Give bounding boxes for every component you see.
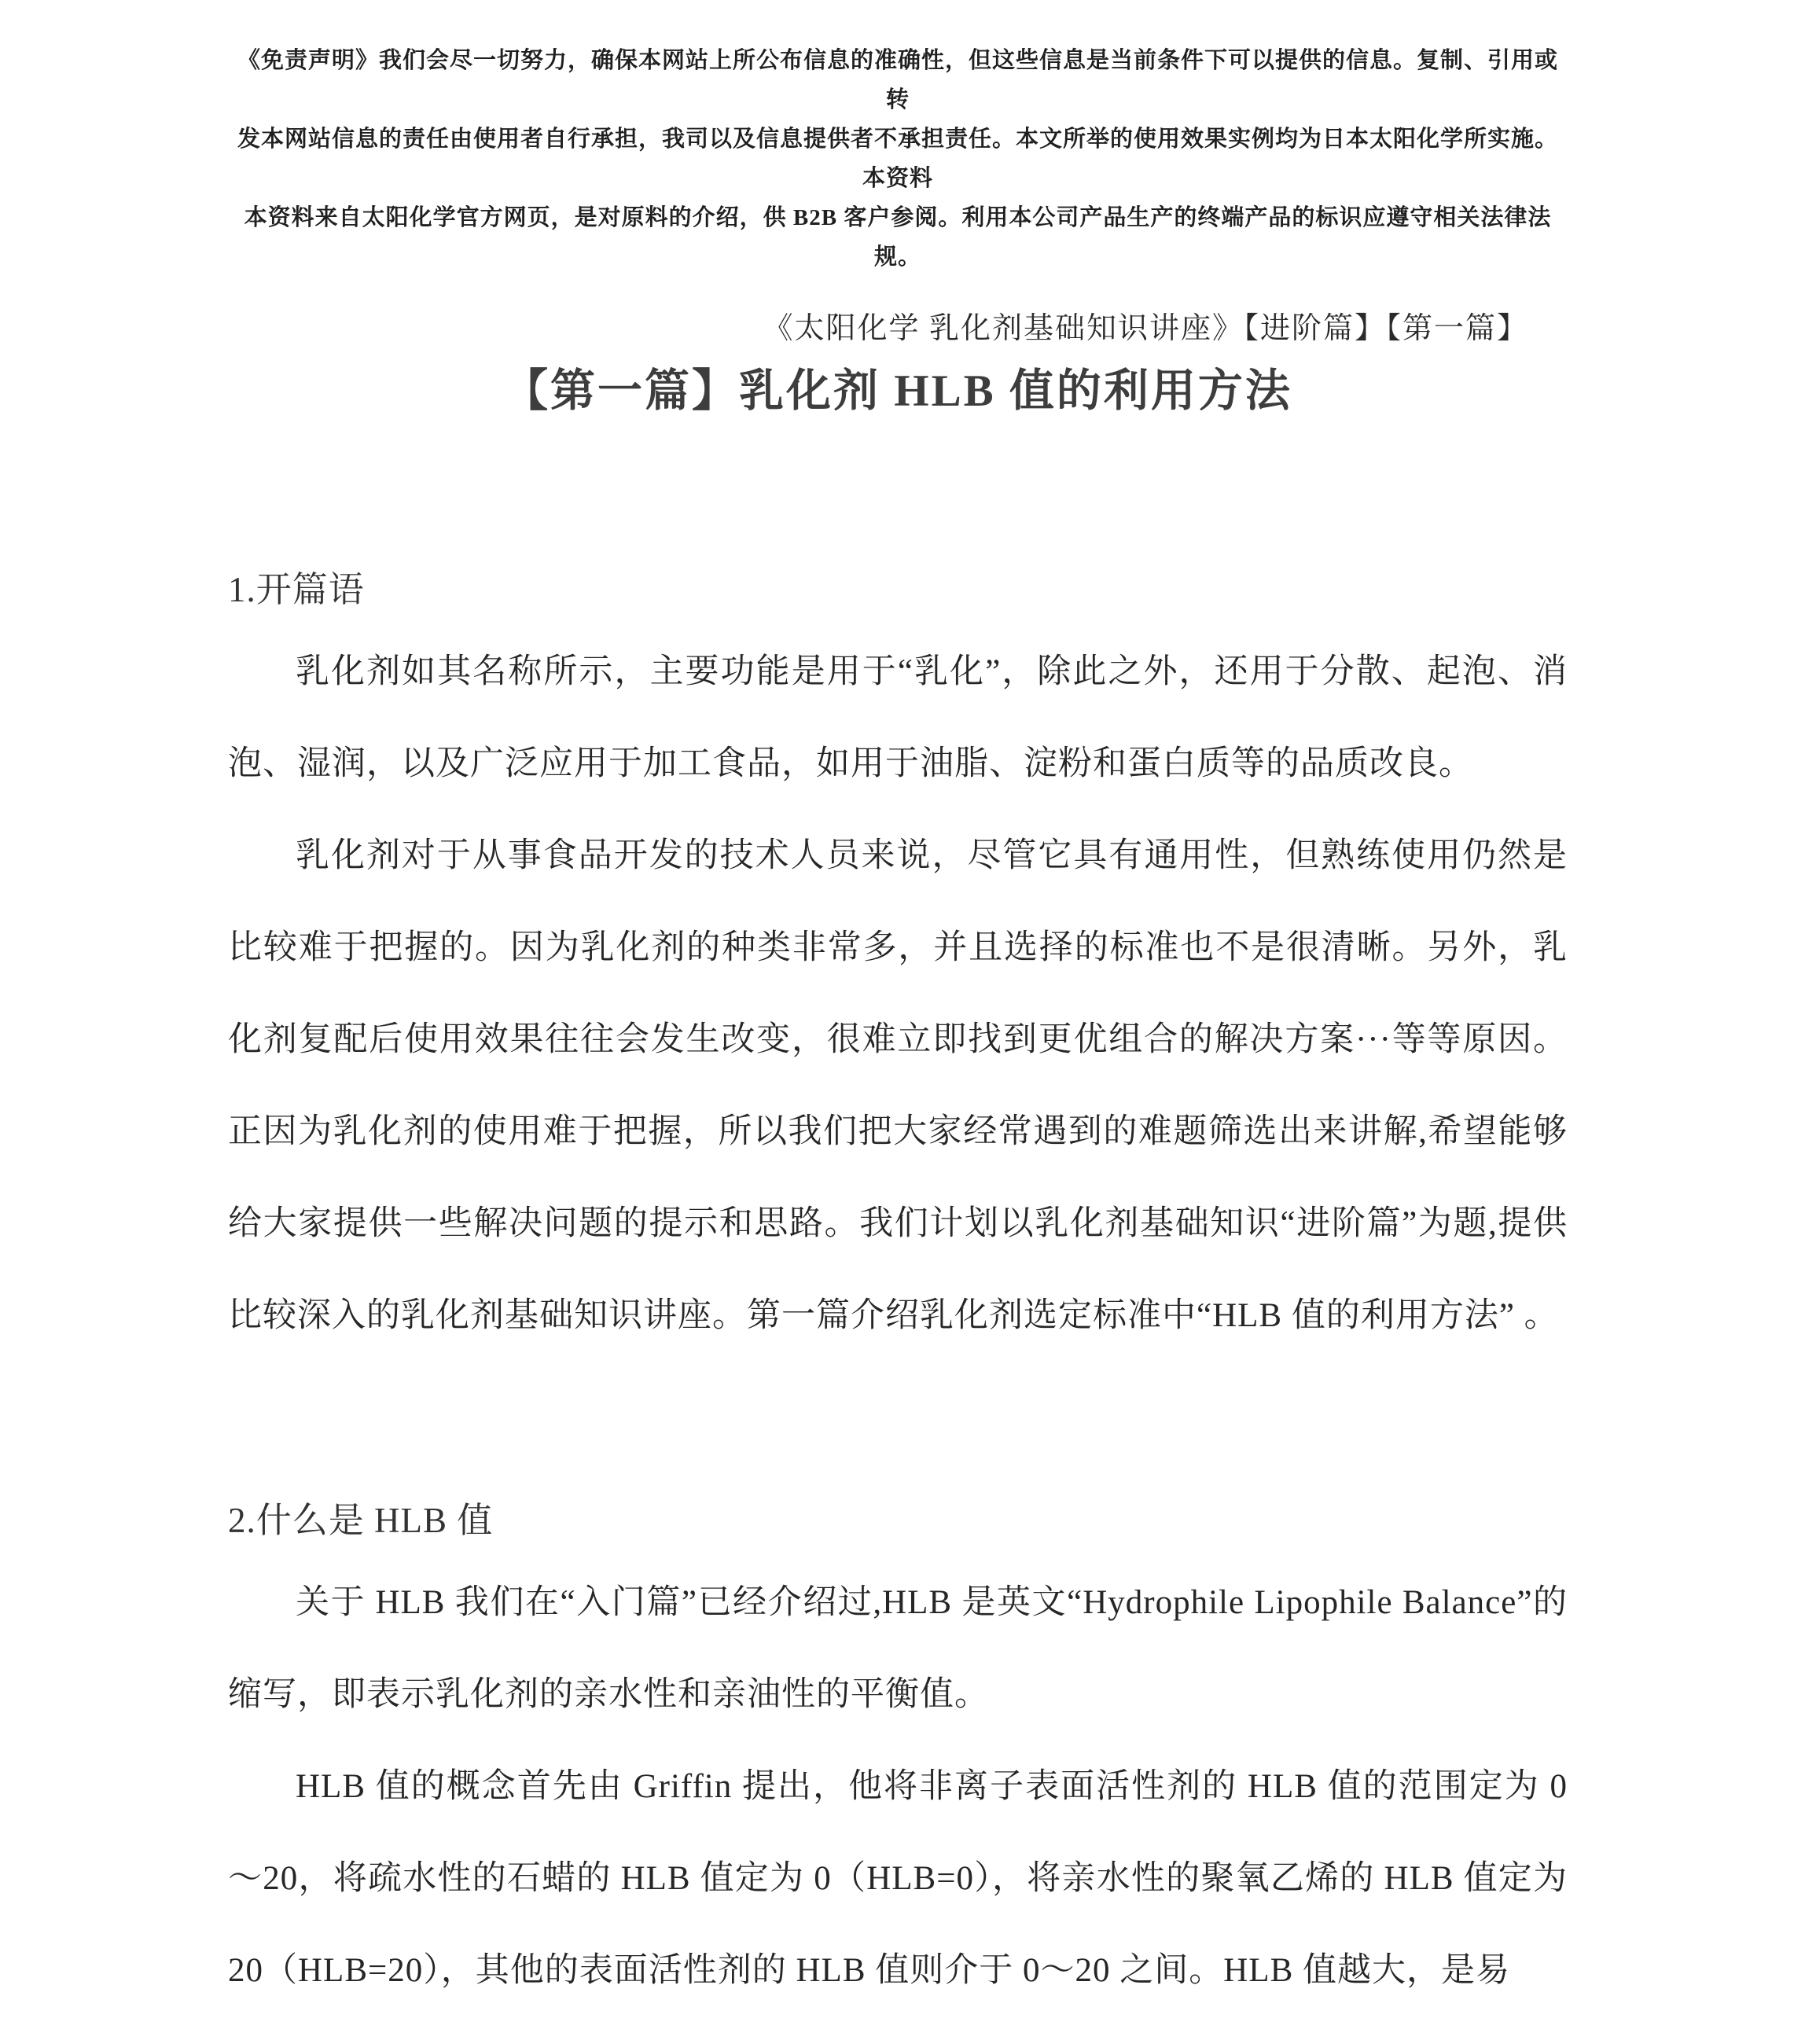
paragraph: 乳化剂如其名称所示，主要功能是用于“乳化”，除此之外，还用于分散、起泡、消泡、湿润，以及广泛应用于加工食品，如用于油脂、淀粉和蛋白质等的品质改良。	[228, 653, 1568, 782]
disclaimer-line: 发本网站信息的责任由使用者自行承担，我司以及信息提供者不承担责任。本文所举的使用效果实例均为日本太阳化学所实施。本资料	[237, 127, 1558, 191]
disclaimer-line: 本资料来自太阳化学官方网页，是对原料的介绍，供 B2B 客户参阅。利用本公司产品生产的终端产品的标识应遵守相关法律法规。	[244, 205, 1552, 270]
section-body-1	[228, 626, 1568, 1362]
paragraph: 乳化剂对于从事食品开发的技术人员来说，尽管它具有通用性，但熟练使用仍然是比较难于把握的。因为乳化剂的种类非常多，并且选择的标准也不是很清晰。另外，乳化剂复配后使用效果往往会发生改变，很难立即找到更优组合的解决方案···等等原因。正因为乳化剂的使用难于把握，所以我们把大家经常遇到的难题筛选出来讲解,希望能够给大家提供一些解决问题的提示和思路。我们计划以乳化剂基础知识“进阶篇”为题,提供比较深入的乳化剂基础知识讲座。第一篇介绍乳化剂选定标准中“HLB 值的利用方法” 。	[228, 837, 1568, 1334]
paragraph: 关于 HLB 我们在“入门篇”已经介绍过,HLB 是英文“Hydrophile Lipophile Balance”的缩写，即表示乳化剂的亲水性和亲油性的平衡值。	[228, 1584, 1568, 1713]
paragraph: HLB 值的概念首先由 Griffin 提出，他将非离子表面活性剂的 HLB 值的范围定为 0～20，将疏水性的石蜡的 HLB 值定为 0（HLB=0），将亲水性的聚氧乙烯的 HLB 值定为 20（HLB=20），其他的表面活性剂的 HLB 值则介于 0～20 之间。HLB 值越大，是易	[228, 1768, 1568, 1989]
series-title: 《太阳化学 乳化剂基础知识讲座》【进阶篇】【第一篇】	[763, 312, 1528, 345]
section-heading-2: 2.什么是 HLB 值	[228, 1501, 494, 1540]
disclaimer-line: 《免责声明》我们会尽一切努力，确保本网站上所公布信息的准确性，但这些信息是当前条件下可以提供的信息。复制、引用或转	[237, 48, 1558, 112]
section-heading-1: 1.开篇语	[228, 570, 365, 609]
page-title: 【第一篇】乳化剂 HLB 值的利用方法	[503, 366, 1292, 416]
section-body-2	[228, 1557, 1568, 2016]
disclaimer-block	[228, 41, 1568, 277]
